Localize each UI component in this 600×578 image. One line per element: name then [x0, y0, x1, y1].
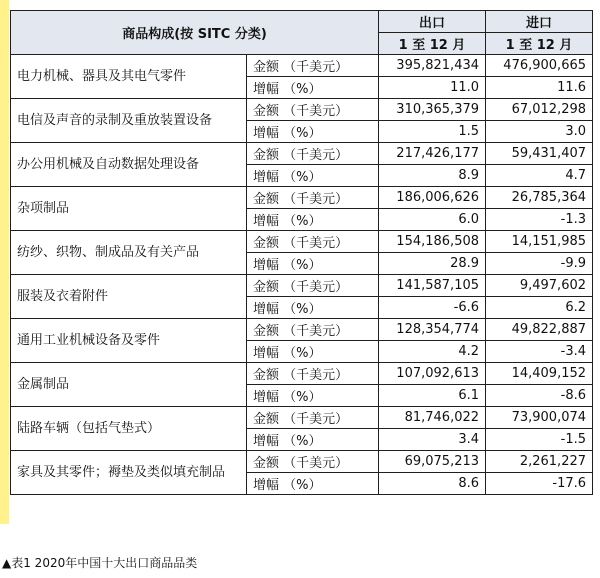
- metric-amount-label: 金额 （千美元）: [247, 319, 379, 341]
- export-amount-cell: 141,587,105: [379, 275, 486, 297]
- metric-growth-label: 增幅 （%）: [247, 297, 379, 319]
- category-cell: 陆路车辆（包括气垫式）: [11, 407, 247, 451]
- trade-table: [10, 10, 593, 495]
- import-growth-cell: -3.4: [486, 341, 593, 363]
- import-amount-cell: 67,012,298: [486, 99, 593, 121]
- table-row: [11, 231, 593, 253]
- table-row: [11, 99, 593, 121]
- export-growth-cell: 28.9: [379, 253, 486, 275]
- category-cell: 电力机械、器具及其电气零件: [11, 55, 247, 99]
- metric-amount-label: 金额 （千美元）: [247, 231, 379, 253]
- export-growth-cell: 8.9: [379, 165, 486, 187]
- metric-amount-label: 金额 （千美元）: [247, 143, 379, 165]
- category-cell: 杂项制品: [11, 187, 247, 231]
- export-growth-cell: 6.1: [379, 385, 486, 407]
- import-amount-cell: 14,409,152: [486, 363, 593, 385]
- table-row: [11, 55, 593, 77]
- category-cell: 办公用机械及自动数据处理设备: [11, 143, 247, 187]
- export-growth-cell: 3.4: [379, 429, 486, 451]
- category-cell: 通用工业机械设备及零件: [11, 319, 247, 363]
- export-growth-cell: 8.6: [379, 473, 486, 495]
- metric-amount-label: 金额 （千美元）: [247, 99, 379, 121]
- metric-growth-label: 增幅 （%）: [247, 77, 379, 99]
- export-period: 1 至 12 月: [379, 33, 486, 55]
- export-growth-cell: 11.0: [379, 77, 486, 99]
- import-amount-cell: 59,431,407: [486, 143, 593, 165]
- metric-amount-label: 金额 （千美元）: [247, 275, 379, 297]
- metric-amount-label: 金额 （千美元）: [247, 363, 379, 385]
- table-body: [11, 55, 593, 495]
- export-amount-cell: 128,354,774: [379, 319, 486, 341]
- table-row: [11, 275, 593, 297]
- export-growth-cell: 4.2: [379, 341, 486, 363]
- export-amount-cell: 186,006,626: [379, 187, 486, 209]
- category-cell: 纺纱、织物、制成品及有关产品: [11, 231, 247, 275]
- category-cell: 服装及衣着附件: [11, 275, 247, 319]
- metric-growth-label: 增幅 （%）: [247, 385, 379, 407]
- metric-growth-label: 增幅 （%）: [247, 253, 379, 275]
- import-amount-cell: 26,785,364: [486, 187, 593, 209]
- export-amount-cell: 310,365,379: [379, 99, 486, 121]
- metric-growth-label: 增幅 （%）: [247, 209, 379, 231]
- metric-amount-label: 金额 （千美元）: [247, 187, 379, 209]
- import-growth-cell: 3.0: [486, 121, 593, 143]
- export-amount-cell: 154,186,508: [379, 231, 486, 253]
- metric-growth-label: 增幅 （%）: [247, 165, 379, 187]
- table-caption: ▲表1 2020年中国十大出口商品品类: [2, 556, 198, 570]
- table-row: [11, 319, 593, 341]
- import-amount-cell: 2,261,227: [486, 451, 593, 473]
- table-row: [11, 451, 593, 473]
- table-row: [11, 187, 593, 209]
- metric-growth-label: 增幅 （%）: [247, 473, 379, 495]
- export-amount-cell: 69,075,213: [379, 451, 486, 473]
- category-cell: 金属制品: [11, 363, 247, 407]
- import-amount-cell: 49,822,887: [486, 319, 593, 341]
- metric-amount-label: 金额 （千美元）: [247, 451, 379, 473]
- import-header: 进口: [486, 11, 593, 33]
- export-amount-cell: 81,746,022: [379, 407, 486, 429]
- import-amount-cell: 476,900,665: [486, 55, 593, 77]
- metric-growth-label: 增幅 （%）: [247, 429, 379, 451]
- table-row: [11, 363, 593, 385]
- category-cell: 电信及声音的录制及重放装置设备: [11, 99, 247, 143]
- metric-growth-label: 增幅 （%）: [247, 121, 379, 143]
- import-growth-cell: -9.9: [486, 253, 593, 275]
- category-cell: 家具及其零件；褥垫及类似填充制品: [11, 451, 247, 495]
- left-accent-bar: [0, 0, 9, 524]
- import-growth-cell: -17.6: [486, 473, 593, 495]
- export-amount-cell: 395,821,434: [379, 55, 486, 77]
- import-amount-cell: 14,151,985: [486, 231, 593, 253]
- category-header: 商品构成(按 SITC 分类): [11, 11, 379, 55]
- export-growth-cell: 6.0: [379, 209, 486, 231]
- export-header: 出口: [379, 11, 486, 33]
- import-growth-cell: 11.6: [486, 77, 593, 99]
- export-growth-cell: 1.5: [379, 121, 486, 143]
- table-row: [11, 143, 593, 165]
- metric-amount-label: 金额 （千美元）: [247, 55, 379, 77]
- metric-growth-label: 增幅 （%）: [247, 341, 379, 363]
- import-growth-cell: 6.2: [486, 297, 593, 319]
- import-growth-cell: -1.5: [486, 429, 593, 451]
- export-amount-cell: 217,426,177: [379, 143, 486, 165]
- import-period: 1 至 12 月: [486, 33, 593, 55]
- import-growth-cell: 4.7: [486, 165, 593, 187]
- export-amount-cell: 107,092,613: [379, 363, 486, 385]
- header-row: [11, 11, 593, 33]
- import-growth-cell: -1.3: [486, 209, 593, 231]
- table-row: [11, 407, 593, 429]
- import-amount-cell: 73,900,074: [486, 407, 593, 429]
- import-amount-cell: 9,497,602: [486, 275, 593, 297]
- metric-amount-label: 金额 （千美元）: [247, 407, 379, 429]
- import-growth-cell: -8.6: [486, 385, 593, 407]
- export-growth-cell: -6.6: [379, 297, 486, 319]
